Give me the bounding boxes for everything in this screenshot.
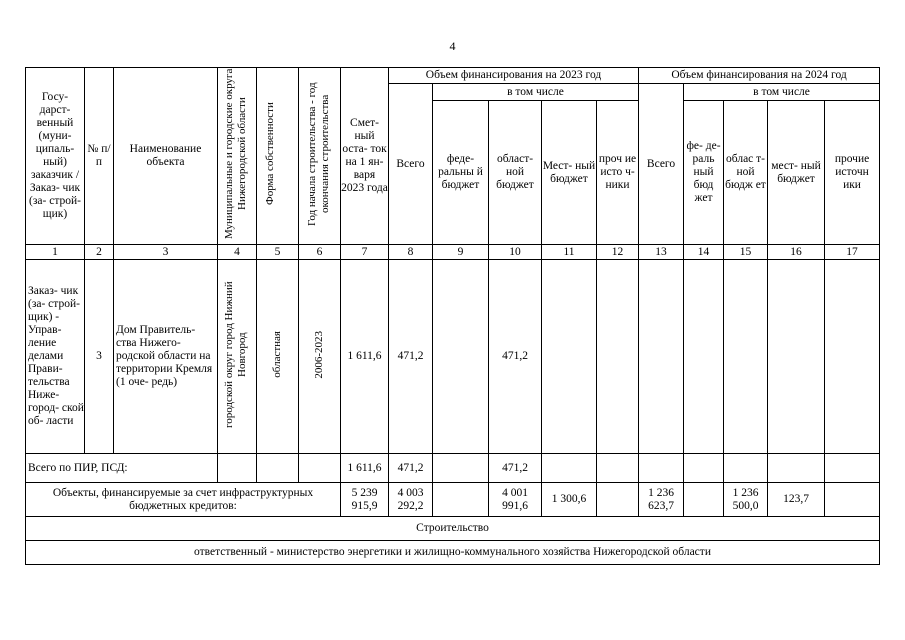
col-number: 6 bbox=[299, 245, 341, 260]
hdr-total-2024: Всего bbox=[639, 84, 684, 245]
row-municipality: городской округ город Нижний Новгород bbox=[223, 281, 248, 428]
hdr-object-name: Наименование объекта bbox=[114, 68, 218, 245]
page-number: 4 bbox=[449, 39, 456, 53]
hdr-ownership: Форма собственности bbox=[263, 102, 276, 206]
col-number: 13 bbox=[639, 245, 684, 260]
hdr-regional-2023: област- ной бюджет bbox=[489, 101, 542, 245]
hdr-regional-2024: облас т-ной бюдж ет bbox=[724, 101, 768, 245]
col-number: 2 bbox=[85, 245, 114, 260]
col-number: 12 bbox=[597, 245, 639, 260]
infra-total-2023: 4 003 292,2 bbox=[389, 483, 433, 517]
infra-local-2024: 123,7 bbox=[768, 483, 825, 517]
table-row bbox=[26, 454, 880, 483]
infra-remainder: 5 239 915,9 bbox=[341, 483, 389, 517]
col-number: 4 bbox=[218, 245, 257, 260]
row-customer: Заказ- чик (за- строй- щик) - Управ- ление делами Прави- тельства Ниже- город- ской об- ласти bbox=[26, 260, 85, 454]
col-number: 3 bbox=[114, 245, 218, 260]
hdr-other-2024: прочие источн ики bbox=[825, 101, 880, 245]
infra-regional-2023: 4 001 991,6 bbox=[489, 483, 542, 517]
hdr-local-2024: мест- ный бюджет bbox=[768, 101, 825, 245]
col-number: 15 bbox=[724, 245, 768, 260]
table-row bbox=[26, 483, 880, 517]
hdr-other-2023: проч ие исто ч- ники bbox=[597, 101, 639, 245]
col-number: 10 bbox=[489, 245, 542, 260]
infra-total-2024: 1 236 623,7 bbox=[639, 483, 684, 517]
financing-table bbox=[25, 67, 880, 565]
col-number: 14 bbox=[684, 245, 724, 260]
pir-remainder: 1 611,6 bbox=[341, 454, 389, 483]
row-regional-2023: 471,2 bbox=[489, 260, 542, 454]
infra-label: Объекты, финансируемые за счет инфраструктурных бюджетных кредитов: bbox=[26, 483, 341, 517]
hdr-incl-2024: в том числе bbox=[684, 84, 880, 101]
col-number: 17 bbox=[825, 245, 880, 260]
col-number: 9 bbox=[433, 245, 489, 260]
section-title: Строительство bbox=[26, 517, 880, 541]
column-numbers-row bbox=[26, 245, 880, 260]
col-number: 1 bbox=[26, 245, 85, 260]
infra-regional-2024: 1 236 500,0 bbox=[724, 483, 768, 517]
infra-local-2023: 1 300,6 bbox=[542, 483, 597, 517]
hdr-incl-2023: в том числе bbox=[433, 84, 639, 101]
hdr-local-2023: Мест- ный бюджет bbox=[542, 101, 597, 245]
hdr-remainder: Смет- ный оста- ток на 1 ян- варя 2023 года bbox=[341, 68, 389, 245]
hdr-customer: Госу- дарст- венный (муни- ципаль- ный) заказчик / Заказ- чик (за- строй- щик) bbox=[26, 68, 85, 245]
col-number: 5 bbox=[257, 245, 299, 260]
section-responsible: ответственный - министерство энергетики и жилищно-коммунального хозяйства Нижегородской области bbox=[26, 541, 880, 565]
pir-total-2023: 471,2 bbox=[389, 454, 433, 483]
pir-total-label: Всего по ПИР, ПСД: bbox=[26, 454, 218, 483]
col-number: 16 bbox=[768, 245, 825, 260]
col-number: 7 bbox=[341, 245, 389, 260]
row-years: 2006-2023 bbox=[313, 330, 325, 379]
row-ownership: областная bbox=[271, 331, 283, 378]
row-total-2023: 471,2 bbox=[389, 260, 433, 454]
row-object: Дом Правитель- ства Нижего- родской области на территории Кремля (1 оче- редь) bbox=[114, 260, 218, 454]
hdr-federal-2023: феде- ральны й бюджет bbox=[433, 101, 489, 245]
row-num: 3 bbox=[85, 260, 114, 454]
table-row bbox=[26, 260, 880, 454]
pir-regional-2023: 471,2 bbox=[489, 454, 542, 483]
hdr-municipality: Муниципальные и городские округа Нижегородской области bbox=[223, 68, 248, 240]
row-remainder: 1 611,6 bbox=[341, 260, 389, 454]
col-number: 8 bbox=[389, 245, 433, 260]
hdr-total-2023: Всего bbox=[389, 84, 433, 245]
hdr-federal-2024: фе- де- раль ный бюд жет bbox=[684, 101, 724, 245]
hdr-fin2024: Объем финансирования на 2024 год bbox=[639, 68, 880, 84]
hdr-years: Год начала строительства - год окончания строительства bbox=[305, 82, 331, 226]
hdr-num: № п/п bbox=[85, 68, 114, 245]
col-number: 11 bbox=[542, 245, 597, 260]
hdr-fin2023: Объем финансирования на 2023 год bbox=[389, 68, 639, 84]
